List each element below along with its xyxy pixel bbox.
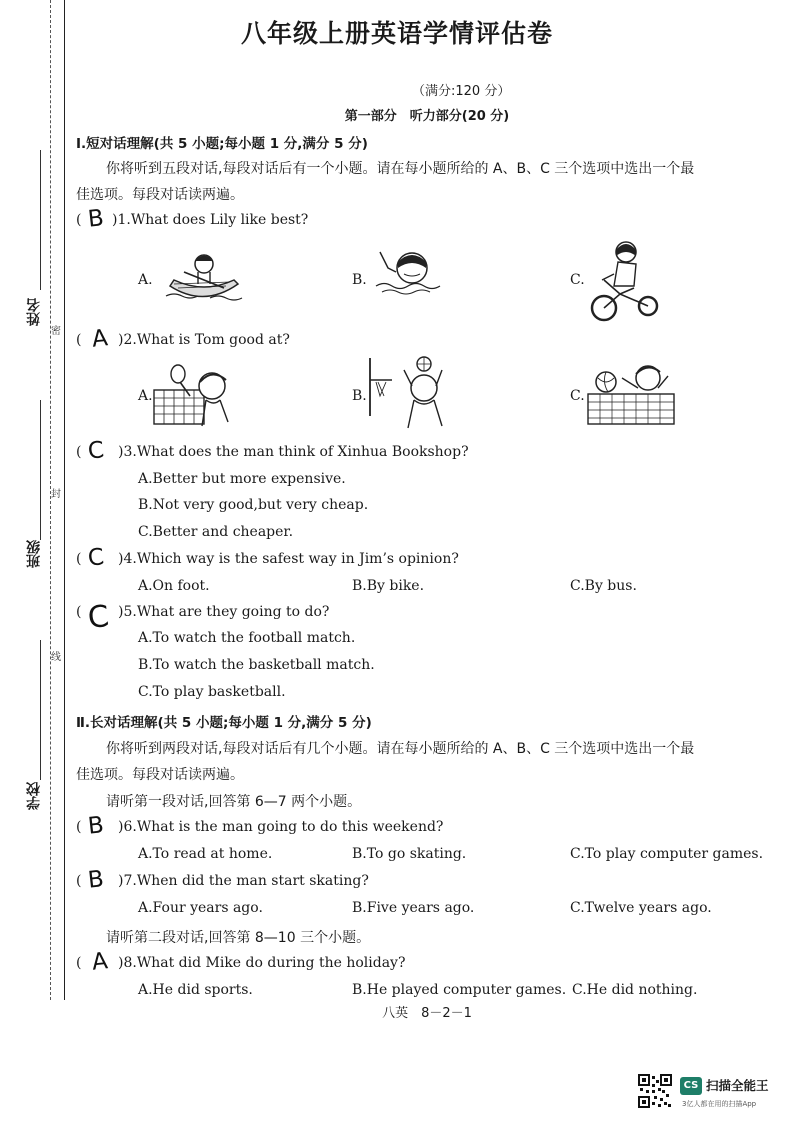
q3-option-c: C.Better and cheaper. [138,524,294,540]
q7-option-c: C.Twelve years ago. [570,900,712,916]
q5-option-b: B.To watch the basketball match. [138,657,375,673]
q1-option-c-label: C. [570,272,585,288]
q5-option-a: A.To watch the football match. [138,630,356,646]
q3-option-a: A.Better but more expensive. [138,471,346,487]
q6-option-a: A.To read at home. [138,846,273,862]
q3-open-paren: ( [76,444,82,460]
q5-question: )5.What are they going to do? [118,604,330,620]
q2-option-a-label: A. [138,388,153,404]
seal-feng: 封 [51,489,61,500]
q6-option-b: B.To go skating. [352,846,467,862]
q4-open-paren: ( [76,551,82,567]
q4-question: )4.Which way is the safest way in Jim’s opinion? [118,551,459,567]
full-score: （满分:120 分） [412,84,511,99]
qr-code-icon [638,1074,672,1108]
boat-icon [164,246,244,306]
section2-instructions-1: 你将听到两段对话,每段对话后有几个小题。请在每小题所给的 A、B、C 三个选项中选出一个最 [106,741,695,757]
dialog2-instruction: 请听第二段对话,回答第 8—10 三个小题。 [106,930,371,946]
q8-option-a: A.He did sports. [138,982,253,998]
q8-handwritten-answer: A [90,948,110,976]
q1-option-a-label: A. [138,272,153,288]
q7-question: )7.When did the man start skating? [118,873,369,889]
q3-handwritten-answer: C [86,437,106,465]
q6-option-c: C.To play computer games. [570,846,764,862]
basketball-icon [364,356,456,432]
school-blank-line [40,640,41,780]
seal-dashed-line [50,0,51,1000]
seal-xian: 线 [51,652,61,663]
section1-instructions-2: 佳选项。每段对话读两遍。 [76,187,244,203]
q3-option-b: B.Not very good,but very cheap. [138,497,369,513]
q5-option-c: C.To play basketball. [138,684,286,700]
dialog1-instruction: 请听第一段对话,回答第 6—7 两个小题。 [106,794,362,810]
scanner-logo: CS [680,1077,702,1095]
name-blank-line [40,150,41,290]
scanner-name: 扫描全能王 [706,1078,769,1093]
q2-open-paren: ( [76,332,82,348]
volleyball-icon [582,360,678,432]
class-blank-line [40,400,41,540]
page-number: 八英 8－2－1 [382,1006,472,1021]
q2-option-b-label: B. [352,388,367,404]
q7-handwritten-answer: B [86,866,106,894]
class-label: 班级 [26,540,42,568]
page-title: 八年级上册英语学情评估卷 [240,19,553,48]
q8-question: )8.What did Mike do during the holiday? [118,955,406,971]
q5-open-paren: ( [76,604,82,620]
q4-option-a: A.On foot. [138,578,210,594]
section2-heading: Ⅱ.长对话理解(共 5 小题;每小题 1 分,满分 5 分) [76,715,372,731]
q8-open-paren: ( [76,955,82,971]
q2-handwritten-answer: A [90,325,110,353]
bicycle-icon [590,240,660,324]
q1-open-paren: ( [76,212,82,228]
q2-question: )2.What is Tom good at? [118,332,290,348]
scanner-tagline: 3亿人都在用的扫描App [682,1100,757,1108]
q8-option-c: C.He did nothing. [572,982,698,998]
name-label: 姓名 [26,298,42,326]
swimmer-icon [374,248,442,296]
q2-option-c-label: C. [570,388,585,404]
q3-question: )3.What does the man think of Xinhua Bookshop? [118,444,469,460]
q1-option-b-label: B. [352,272,367,288]
q1-handwritten-answer: B [86,205,106,233]
margin-line [64,0,65,1000]
q7-option-a: A.Four years ago. [138,900,263,916]
q1-question: )1.What does Lily like best? [112,212,309,228]
q6-question: )6.What is the man going to do this weekend? [118,819,444,835]
q6-open-paren: ( [76,819,82,835]
q4-option-c: C.By bus. [570,578,637,594]
section1-heading: Ⅰ.短对话理解(共 5 小题;每小题 1 分,满分 5 分) [76,136,368,152]
q7-open-paren: ( [76,873,82,889]
q6-handwritten-answer: B [86,812,106,840]
section2-instructions-2: 佳选项。每段对话读两遍。 [76,767,244,783]
section1-instructions-1: 你将听到五段对话,每段对话后有一个小题。请在每小题所给的 A、B、C 三个选项中选出一个最 [106,161,695,177]
q7-option-b: B.Five years ago. [352,900,475,916]
part-title: 第一部分 听力部分(20 分) [344,109,510,124]
q4-option-b: B.By bike. [352,578,425,594]
tennis-icon [150,360,240,430]
q8-option-b: B.He played computer games. [352,982,567,998]
seal-mi: 密 [51,326,61,337]
q5-handwritten-answer: C [86,599,111,636]
q4-handwritten-answer: C [86,544,106,572]
school-label: 学校 [26,782,42,810]
